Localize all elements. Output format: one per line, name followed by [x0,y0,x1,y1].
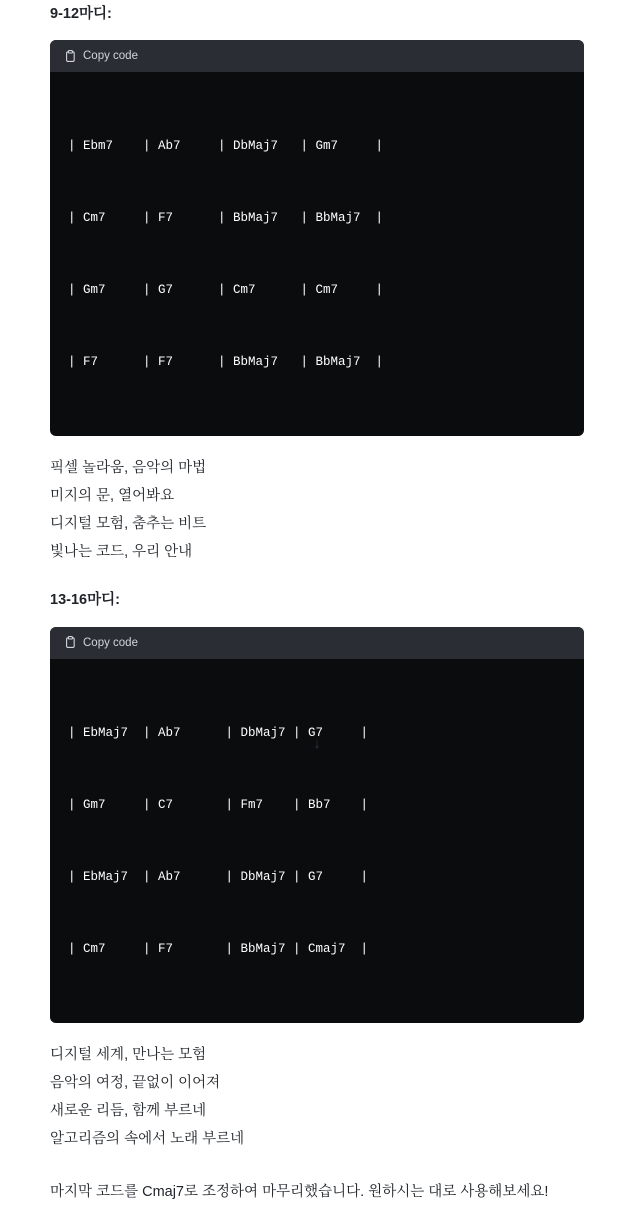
code-line: | Ebm7 | Ab7 | DbMaj7 | Gm7 | [68,139,384,154]
lyric-line: 음악의 여정, 끝없이 이어져 [50,1074,221,1091]
code-line: | Gm7 | G7 | Cm7 | Cm7 | [68,283,384,298]
code-line: | EbMaj7 | Ab7 | DbMaj7 | G7 | [68,725,369,740]
lyric-line: 디지털 세계, 만나는 모험 [50,1046,207,1063]
copy-code-button[interactable] [64,50,138,63]
code-body [50,72,584,436]
copy-code-label: Copy code [83,636,138,649]
copy-code-label: Copy code [83,50,138,63]
clipboard-icon [64,636,76,649]
lyric-line: 미지의 문, 열어봐요 [50,488,175,505]
code-line: | Gm7 | C7 | Fm7 | Bb7 | [68,797,369,812]
lyric-line: 픽셀 놀라움, 음악의 마법 [50,460,207,477]
section-heading-bars-9-12: 9-12마디: [50,6,112,22]
code-line: | Cm7 | F7 | BbMaj7 | Cmaj7 | [68,941,369,956]
code-line: | EbMaj7 | Ab7 | DbMaj7 | G7 | [68,869,369,884]
lyric-line: 새로운 리듬, 함께 부르네 [50,1102,207,1119]
section-heading-bars-13-16: 13-16마디: [50,592,120,609]
lyric-line: 알고리즘의 속에서 노래 부르네 [50,1130,245,1147]
code-block-header [50,627,584,659]
lyrics-bars-9-12 [0,454,634,566]
lyric-line: 디지털 모험, 춤추는 비트 [50,516,207,533]
spacer [0,566,634,590]
code-block-bars-13-16 [50,627,584,1023]
scroll-down-arrow[interactable]: ↓ [313,735,321,752]
code-line: | F7 | F7 | BbMaj7 | BbMaj7 | [68,355,384,370]
closing-paragraph: 마지막 코드를 Cmaj7로 조정하여 마무리했습니다. 원하시는 대로 사용해보세요! [50,1183,549,1200]
copy-code-button[interactable] [64,636,138,649]
lyric-line: 빛나는 코드, 우리 안내 [50,544,193,561]
code-body [50,659,584,1023]
lyrics-bars-13-16 [0,1041,634,1153]
code-block-header [50,40,584,72]
code-line: | Cm7 | F7 | BbMaj7 | BbMaj7 | [68,211,384,226]
clipboard-icon [64,50,76,63]
code-block-bars-9-12 [50,40,584,436]
